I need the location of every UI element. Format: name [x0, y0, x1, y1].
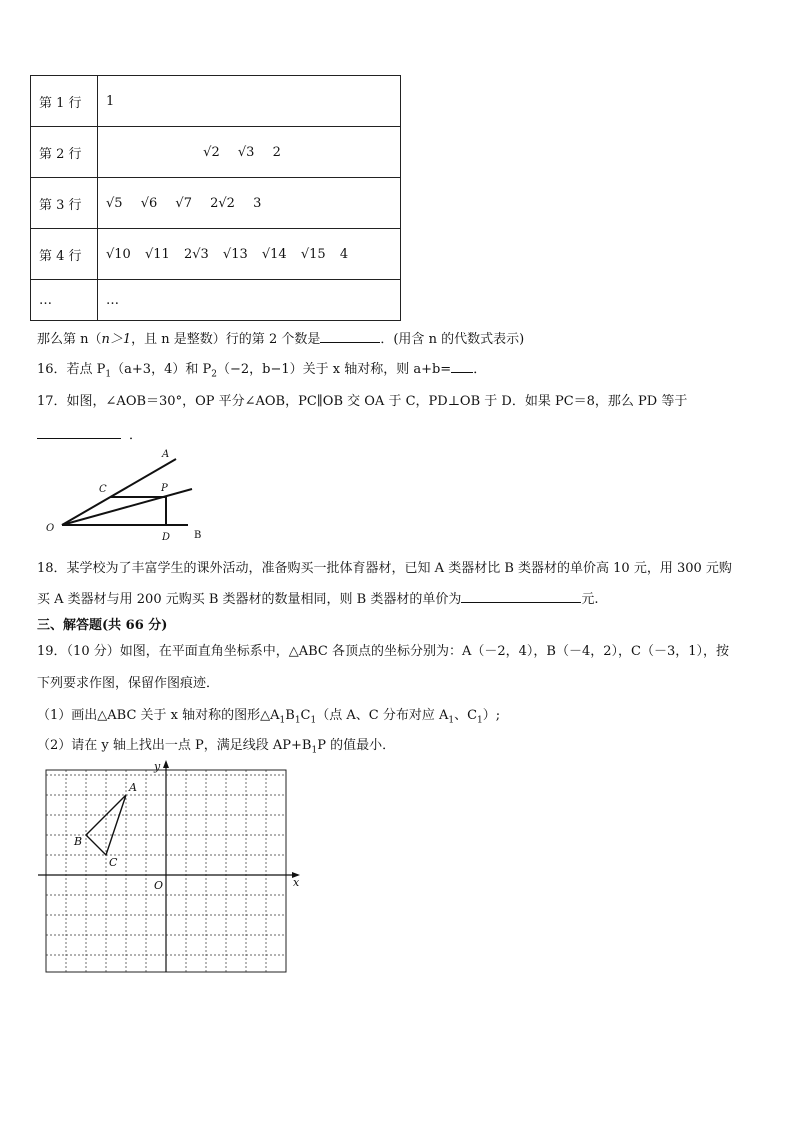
label-origin: O: [154, 879, 164, 892]
table-cell-value: √10: [106, 246, 131, 262]
row-values: [98, 178, 401, 229]
label-b: B: [74, 835, 83, 848]
row-label: 第 3 行: [31, 178, 98, 229]
question-18-line-2: [37, 588, 599, 607]
table-cell-value: 2√2: [210, 195, 235, 211]
table-cell-value: √2: [203, 144, 220, 160]
subscript: 1: [294, 715, 301, 726]
row-label: …: [31, 280, 98, 321]
table-cell-value: √15: [300, 246, 326, 262]
subscript: 1: [477, 715, 483, 726]
q16-text-d: ．: [473, 362, 487, 377]
q19-part1-text: B: [285, 708, 295, 723]
sqrt-number-table: [30, 75, 401, 321]
table-cell-value: 1: [106, 93, 115, 109]
label-p: P: [161, 483, 168, 494]
question-17-answer-line: [37, 424, 142, 443]
label-a: A: [129, 781, 137, 794]
table-cell-value: 2√3: [183, 246, 209, 262]
angle-bisector-figure: [40, 448, 220, 546]
table-row: [31, 76, 401, 127]
question-17: 17．如图，∠AOB＝30°，OP 平分∠AOB，PC∥OB 交 OA 于 C，PD⊥OB 于 D．如果 PC＝8，那么 PD 等于: [37, 394, 688, 409]
row-values: [98, 76, 401, 127]
q18-text-a: 买 A 类器材与用 200 元购买 B 类器材的数量相同，则 B 类器材的单价为: [37, 592, 462, 607]
label-d: D: [162, 532, 171, 543]
answer-blank[interactable]: [37, 426, 121, 439]
question-16: [37, 358, 486, 380]
label-b: B: [194, 530, 202, 541]
table-cell-value: …: [106, 292, 119, 308]
q19-part1-text: C: [300, 708, 311, 723]
question-19-part-1: [37, 704, 500, 726]
question-15-tail: [37, 328, 524, 347]
coordinate-grid-figure: [34, 758, 306, 976]
table-row: [31, 127, 401, 178]
label-o: O: [46, 523, 55, 534]
table-row: [31, 229, 401, 280]
ray-oa: [62, 459, 176, 525]
label-c: C: [99, 484, 107, 495]
table-cell-value: 3: [253, 195, 262, 211]
q19-part2-text: （2）请在 y 轴上找出一点 P，满足线段 AP+B: [37, 738, 312, 753]
q19-part1-text: 、C: [454, 708, 478, 723]
table-cell-value: √5: [106, 195, 123, 211]
subscript: 1: [105, 369, 112, 380]
question-19-part-2: [37, 734, 395, 756]
table-cell-value: 4: [339, 246, 349, 262]
row-label: 第 2 行: [31, 127, 98, 178]
table-row: [31, 280, 401, 321]
table-cell-value: √11: [144, 246, 170, 262]
table-cell-value: √3: [237, 144, 255, 160]
question-18-line-1: 18．某学校为了丰富学生的课外活动，准备购买一批体育器材，已知 A 类器材比 B 类器材的单价高 10 元，用 300 元购: [37, 561, 732, 576]
label-a: A: [162, 449, 170, 460]
q19-part2-text: P 的值最小．: [317, 738, 396, 753]
row-values: [98, 229, 401, 280]
q19-part1-text: （点 A、C 分布对应 A: [316, 708, 449, 723]
table-cell-value: 2: [272, 144, 281, 160]
answer-blank[interactable]: [320, 330, 380, 343]
subscript: 2: [211, 369, 217, 380]
row-values: [98, 127, 401, 178]
label-y: y: [154, 760, 161, 773]
q15-condition: n＞1: [101, 332, 132, 347]
row-values: [98, 280, 401, 321]
section-heading: 三、解答题(共 66 分): [37, 618, 168, 633]
table-cell-value: √7: [175, 195, 192, 211]
q16-text-b: （a+3，4）和 P: [111, 362, 212, 377]
question-19-line-2: 下列要求作图，保留作图痕迹．: [37, 676, 220, 691]
question-19-line-1: 19．（10 分）如图，在平面直角坐标系中，△ABC 各顶点的坐标分别为：A（－2，4），B（－4，2），C（－3，1），按: [37, 644, 729, 659]
q15-text-c: ．(用含 n 的代数式表示): [380, 332, 525, 347]
table-row: [31, 178, 401, 229]
label-c: C: [109, 856, 118, 869]
row-label: 第 1 行: [31, 76, 98, 127]
q17-tail: ．: [129, 428, 143, 443]
q19-part1-text: （1）画出△ABC 关于 x 轴对称的图形△A: [37, 708, 280, 723]
subscript: 1: [311, 745, 318, 756]
y-axis-arrow-icon: [163, 760, 169, 768]
subscript: 1: [448, 715, 455, 726]
table-cell-value: √6: [140, 195, 158, 211]
subscript: 1: [310, 715, 317, 726]
table-cell-value: √14: [261, 246, 287, 262]
table-cell-value: √13: [222, 246, 248, 262]
q15-text-b: ，且 n 是整数）行的第 2 个数是: [131, 332, 321, 347]
q15-text-a: 那么第 n（: [37, 332, 102, 347]
label-x: x: [293, 876, 300, 889]
q18-text-b: 元.: [581, 592, 599, 607]
q16-text-a: 16．若点 P: [37, 362, 106, 377]
q19-part1-text: ）;: [482, 708, 501, 723]
answer-blank[interactable]: [451, 360, 473, 373]
row-label: 第 4 行: [31, 229, 98, 280]
subscript: 1: [279, 715, 286, 726]
ray-op: [62, 489, 192, 525]
q16-text-c: （−2，b−1）关于 x 轴对称，则 a+b=: [216, 362, 452, 377]
answer-blank[interactable]: [461, 590, 581, 603]
